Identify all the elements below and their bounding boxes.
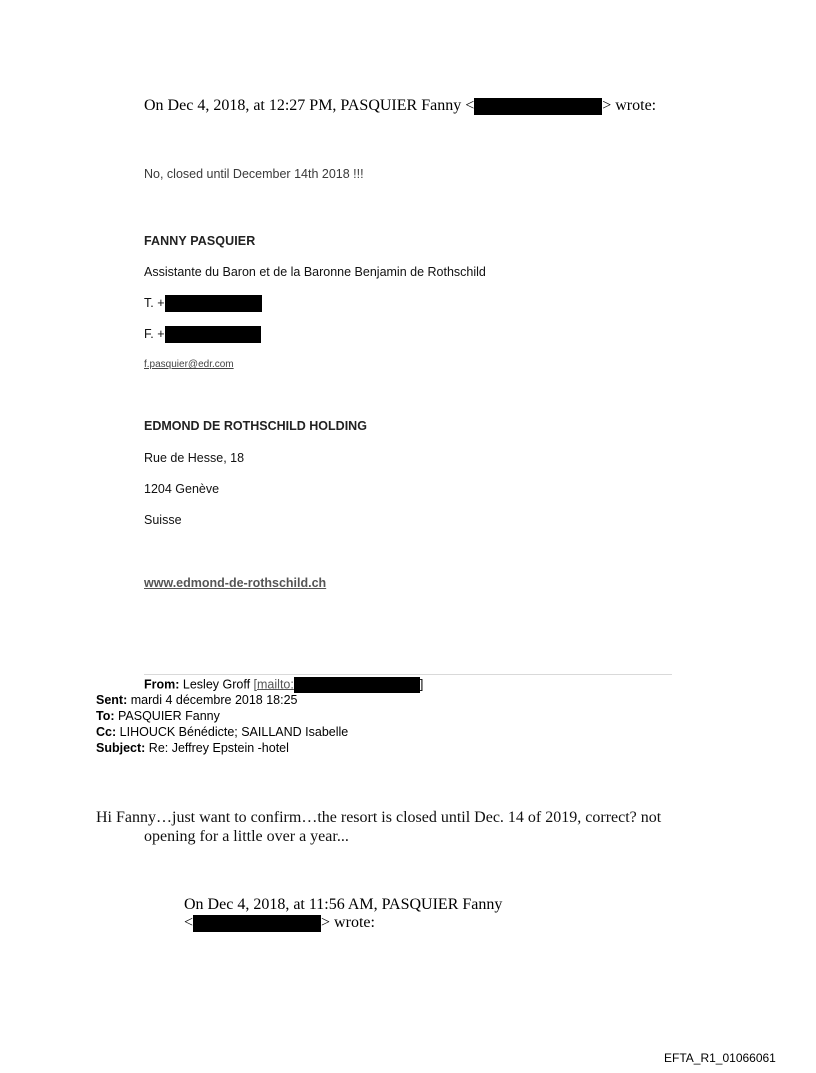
phone-prefix: T. + — [144, 295, 165, 310]
redaction-block — [165, 295, 262, 312]
document-id: EFTA_R1_01066061 — [664, 1051, 776, 1065]
subject-line — [96, 741, 289, 755]
reply-text: No, closed until December 14th 2018 !!! — [144, 167, 364, 181]
cc-label: Cc: — [96, 725, 117, 739]
redaction-block — [193, 915, 321, 932]
signature-street: Rue de Hesse, 18 — [144, 451, 245, 465]
signature-email-link[interactable]: f.pasquier@edr.com — [144, 359, 234, 370]
cc-value: LIHOUCK Bénédicte; SAILLAND Isabelle — [119, 725, 349, 739]
signature-fax — [144, 326, 261, 343]
signature-city: 1204 Genève — [144, 482, 220, 496]
to-line — [96, 709, 220, 723]
signature-country: Suisse — [144, 513, 182, 527]
redaction-block — [294, 677, 420, 693]
quote-header-2-prefix: < — [184, 914, 194, 931]
signature-name: FANNY PASQUIER — [144, 234, 256, 248]
from-line — [144, 677, 423, 693]
to-value: PASQUIER Fanny — [118, 709, 220, 723]
signature-phone — [144, 295, 262, 312]
message-body-line-1: Hi Fanny…just want to confirm…the resort is closed until Dec. 14 of 2019, correct? not — [96, 809, 662, 826]
sent-line — [96, 693, 298, 707]
mailto-link[interactable]: [mailto: — [253, 677, 294, 692]
subject-value: Re: Jeffrey Epstein -hotel — [148, 741, 289, 755]
sent-label: Sent: — [96, 693, 128, 707]
from-name: Lesley Groff — [182, 677, 254, 692]
signature-company: EDMOND DE ROTHSCHILD HOLDING — [144, 419, 367, 433]
mailto-close: ] — [419, 677, 424, 692]
signature-website-link[interactable]: www.edmond-de-rothschild.ch — [144, 576, 327, 590]
header-divider — [144, 674, 672, 675]
to-label: To: — [96, 709, 115, 723]
quote-header-2-line-2 — [184, 914, 375, 932]
quote-header-2-line-1: On Dec 4, 2018, at 11:56 AM, PASQUIER Fanny — [184, 896, 503, 913]
message-body-line-2: opening for a little over a year... — [144, 828, 349, 845]
quote-header-1-prefix: On Dec 4, 2018, at 12:27 PM, PASQUIER Fanny < — [144, 97, 475, 114]
redaction-block — [165, 326, 261, 343]
from-label: From: — [144, 677, 180, 692]
quote-header-1 — [144, 97, 656, 115]
fax-prefix: F. + — [144, 326, 165, 341]
quote-header-1-suffix: > wrote: — [602, 97, 657, 114]
cc-line — [96, 725, 348, 739]
signature-role: Assistante du Baron et de la Baronne Benjamin de Rothschild — [144, 265, 486, 279]
subject-label: Subject: — [96, 741, 146, 755]
quote-header-2-suffix: > wrote: — [321, 914, 375, 931]
sent-value: mardi 4 décembre 2018 18:25 — [130, 693, 298, 707]
redaction-block — [474, 98, 602, 115]
